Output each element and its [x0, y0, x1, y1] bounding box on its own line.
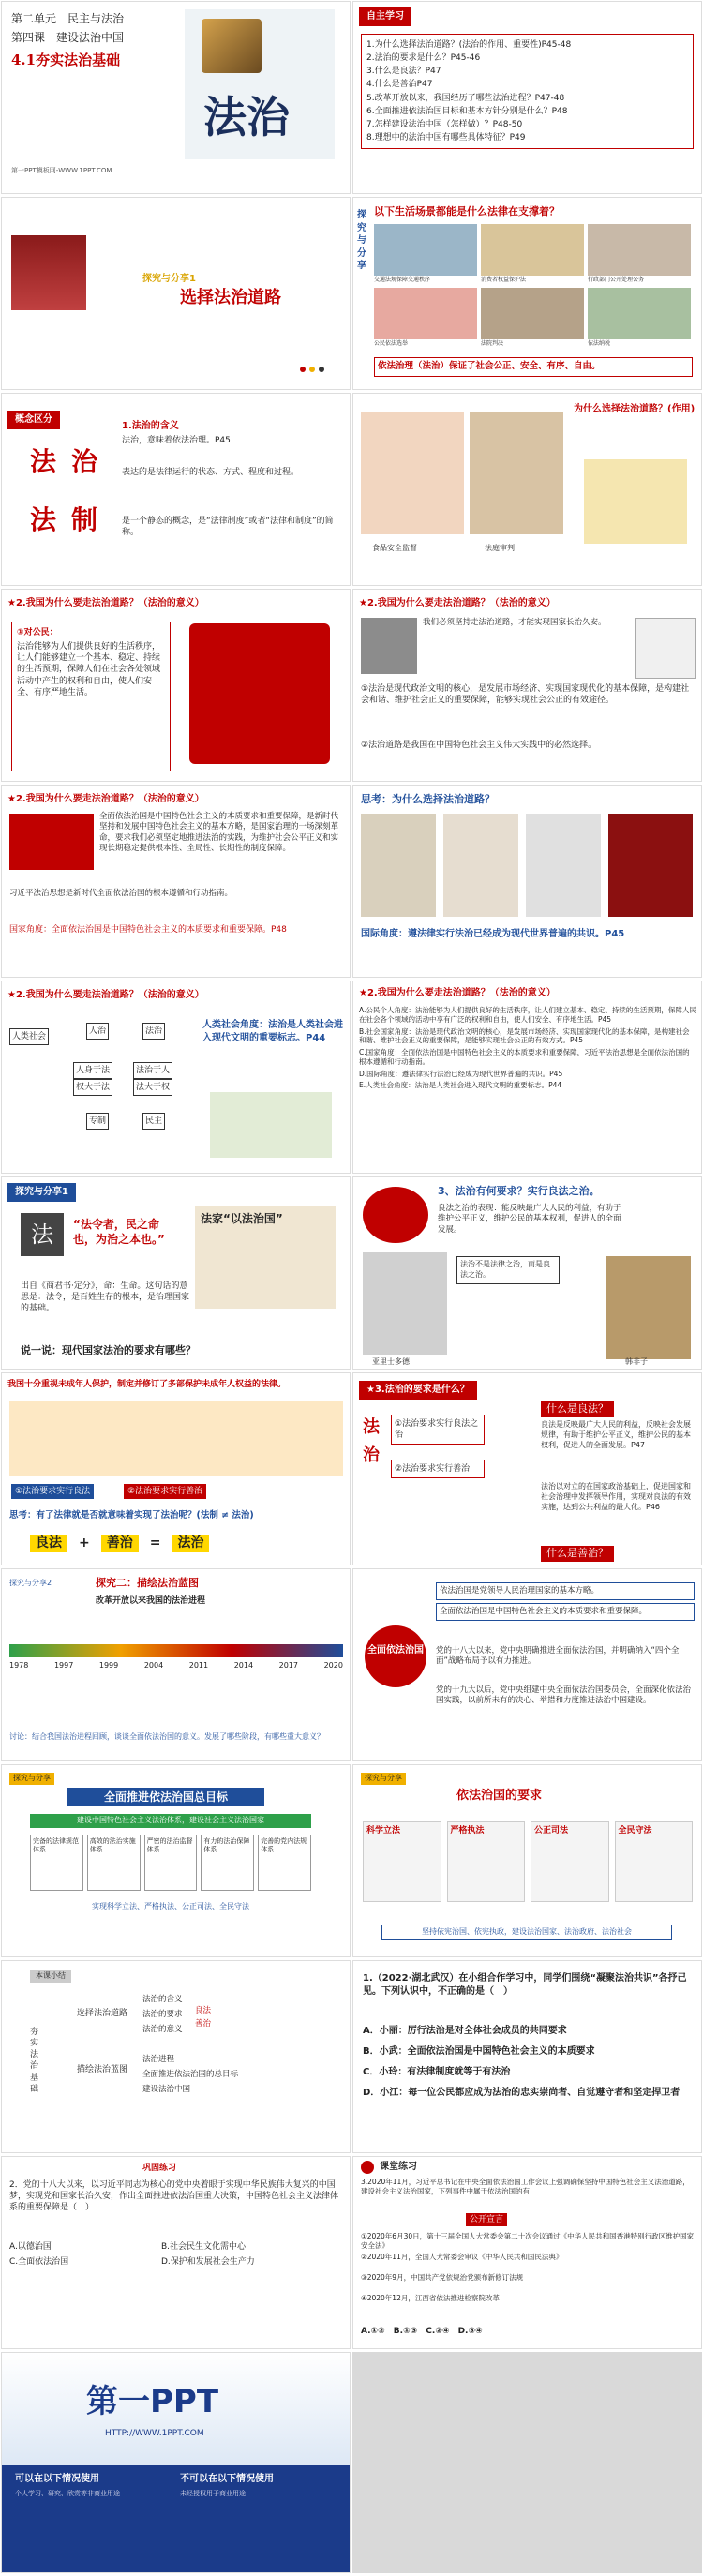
self-study-header: 自主学习: [359, 7, 411, 26]
goal-col: 高效的法治实施体系: [87, 1835, 141, 1891]
diagram-node: 法治: [142, 1023, 165, 1040]
society-note: 人类社会角度：法治是人类社会进入现代文明的重要标志。P44: [202, 1020, 343, 1043]
book-title: 法家“以法治国”: [201, 1212, 283, 1225]
quiz-option[interactable]: B.社会民生文化需中心: [161, 2242, 247, 2252]
scene-photo: [481, 288, 584, 339]
equation-term: 法治: [172, 1535, 209, 1552]
scene-caption: 公民依法选举: [374, 340, 409, 347]
dot-icon: [319, 367, 324, 372]
slide-20-demands[interactable]: [352, 1764, 702, 1957]
demands-row: [363, 1821, 693, 1902]
summary-leaf: 法治的意义: [142, 2025, 183, 2034]
party-emblem-icon: [361, 2161, 374, 2174]
timeline-year: 1999: [98, 1661, 119, 1670]
quiz-option[interactable]: C．小玲：有法律制度就等于有法治: [363, 2067, 511, 2077]
study-item: 2.法治的要求是什么？P45-46: [366, 53, 481, 64]
slide-16-requirements[interactable]: [352, 1372, 702, 1565]
scene-conclusion: 依法治理（法治）保证了社会公正、安全、有序、自由。: [374, 357, 693, 377]
study-item: 3.什么是良法？P47: [366, 67, 441, 77]
slide-17-blueprint[interactable]: [1, 1568, 351, 1761]
food-caption: 食品安全监督: [372, 544, 417, 552]
society-body2: ①法治是现代政治文明的核心，是发展市场经济、实现国家现代化的基本保障，是构建社会和谐、维护社会正义的重要保障，能够实现社会公正的有效途径。: [361, 684, 690, 706]
illustration: [210, 1092, 332, 1158]
society-body1: 我们必须坚持走法治道路，才能实现国家长治久安。: [423, 618, 606, 627]
char-zhi2: 制: [71, 504, 98, 535]
scene-caption: 行政部门公开处理公务: [588, 277, 645, 283]
explore-label: 探究与分享1: [142, 274, 196, 284]
dot-icon: [300, 367, 306, 372]
slide-18-comprehensive[interactable]: [352, 1568, 702, 1761]
timeline-year: 1978: [9, 1661, 29, 1670]
summary-root: 夯实法治基础: [30, 2028, 39, 2094]
summary-leaf: 法治的含义: [142, 1995, 183, 2004]
summary-branch: 描绘法治蓝图: [77, 2065, 128, 2074]
goal-foot: 实现科学立法、严格执法、公正司法、全民守法: [92, 1902, 249, 1910]
timeline-title: 改革开放以来我国的法治进程: [96, 1596, 206, 1606]
zhi-char: 治: [363, 1445, 380, 1465]
diagram-node: 法治于人: [133, 1062, 172, 1079]
portrait-caption: 韩非子: [625, 1357, 648, 1366]
scene-photo: [481, 224, 584, 276]
slide-4-life-scenes[interactable]: [352, 197, 702, 390]
logo-text: 第一PPT: [86, 2383, 219, 2420]
license-denied-text: 未经授权用于商业用途: [180, 2490, 246, 2497]
equation-term: 善治: [101, 1535, 139, 1552]
summary-leaf: 法治的要求: [142, 2010, 183, 2019]
scene-caption: 消费者权益保护法: [481, 277, 527, 283]
demand-card: 全民守法: [615, 1821, 694, 1902]
cartoon-image: [584, 459, 687, 544]
diagram-node: 专制: [86, 1113, 109, 1130]
study-item: 4.什么是善治P47: [366, 80, 433, 90]
diagram-node: 人类社会: [9, 1028, 49, 1045]
lesson-title: 4.1夯实法治基础: [11, 52, 121, 68]
timeline-year: 1997: [53, 1661, 74, 1670]
timeline-year: 2011: [188, 1661, 209, 1670]
gavel-icon: [202, 19, 262, 73]
summary-leaf: 法治进程: [142, 2055, 175, 2064]
book-cover: [195, 1206, 336, 1309]
book-image: [608, 814, 693, 917]
equation-row: [30, 1535, 209, 1552]
question-bar: ★2.我国为什么要走法治道路？（法治的意义）: [7, 794, 204, 804]
timeline-year: 2004: [143, 1661, 164, 1670]
req-good-law: ①法治要求实行良法之治: [391, 1415, 485, 1445]
slide-25-footer[interactable]: [1, 2352, 351, 2573]
comp-bullet: 党的十九大以后，党中央组建中央全面依法治国委员会，全面深化依法治国实践，以前所未有的决心、举措和力度推进法治中国建设。: [436, 1685, 692, 1706]
quote-task: 说一说：现代国家法治的要求有哪些？: [21, 1344, 196, 1356]
slide-5-concepts[interactable]: [1, 393, 351, 586]
dot-icon: [309, 367, 315, 372]
scene-photo: [374, 288, 477, 339]
study-item: 6.全面推进依法治国目标和基本方针分别是什么？P48: [366, 106, 568, 116]
goal-columns: [30, 1835, 311, 1891]
goal-col: 严密的法治监督体系: [144, 1835, 198, 1891]
diagram-node: 民主: [142, 1113, 165, 1130]
question-bar: ★2.我国为什么要走法治道路？（法治的意义）: [7, 598, 204, 608]
book-image: [443, 814, 518, 917]
requirement-good-gov: ②法治要求实行善治: [124, 1484, 206, 1499]
timeline-question: 讨论：结合我国法治进程回顾，谈谈全面依法治国的意义。发展了哪些阶段，有哪些重大意义？: [9, 1732, 324, 1741]
question-bar: ★2.我国为什么要走法治道路？（法治的意义）: [359, 988, 556, 998]
study-item: 1.为什么选择法治道路？(法治的作用、重要性)P45-48: [366, 40, 572, 50]
quote-source: 出自《商君书·定分》，命：生命。这句话的意思是：法令，是百姓生存的根本，是治理国家的基础。: [21, 1281, 190, 1314]
requirement-good-law: ①法治要求实行良法: [11, 1484, 94, 1499]
law-book-image: [189, 623, 330, 764]
summary-tag-good: 良法: [195, 2006, 212, 2015]
equation-op: +: [79, 1535, 90, 1550]
slide-19-goal[interactable]: [1, 1764, 351, 1957]
center-badge: 全面依法治国: [365, 1625, 426, 1687]
slide-22-quiz1[interactable]: [352, 1960, 702, 2153]
quiz-option[interactable]: A．小丽：厉行法治是对全体社会成员的共同要求: [363, 2026, 567, 2036]
side-label: 探究与分享: [357, 210, 366, 271]
meaning-item: C.国家角度：全面依法治国是中国特色社会主义的本质要求和重要保障，习近平法治思想是全面依法治国的根本遵循和行动指南。: [359, 1048, 690, 1066]
slide-1-cover[interactable]: [1, 1, 351, 194]
scene-caption: 法院判决: [481, 340, 504, 347]
slide-15-minors[interactable]: [1, 1372, 351, 1565]
demand-card: 科学立法: [363, 1821, 441, 1902]
scene-photo: [374, 224, 477, 276]
self-study-list: [361, 34, 694, 149]
study-item: 7.怎样建设法治中国（怎样做）？P48-50: [366, 119, 523, 129]
timeline-years: [9, 1661, 343, 1671]
empty-cell: [352, 2352, 702, 2573]
portrait-hanfei: [606, 1256, 691, 1359]
quiz-question: 3.2020年11月，习近平总书记在中央全面依法治国工作会议上强调确保坚持中国特色社会主义法治道路，建设社会主义法治国家，下列事件中属于依法治国的有: [361, 2178, 690, 2196]
slide-7-citizen[interactable]: [1, 589, 351, 782]
scene-caption: 交通法规保障交通秩序: [374, 277, 431, 283]
section-title: 选择法治道路: [180, 288, 281, 307]
summary-tag-good: 善治: [195, 2019, 212, 2029]
license-allowed-text: 个人学习、研究、欣赏等非商业用途: [15, 2490, 120, 2497]
national-note: 国家角度：全面依法治国是中国特色社会主义的本质要求和重要保障。P48: [9, 925, 287, 935]
diagram-node: 权大于法: [73, 1079, 112, 1096]
meaning-item: E.人类社会角度：法治是人类社会进入现代文明的重要标志。P44: [359, 1081, 562, 1090]
license-denied: 不可以在以下情况使用: [180, 2474, 274, 2484]
license-allowed: 可以在以下情况使用: [15, 2474, 99, 2484]
goal-row: 建设中国特色社会主义法治体系，建设社会主义法治国家: [30, 1814, 311, 1828]
quiz-tag: 巩固练习: [142, 2164, 177, 2173]
timeline-year: 2020: [323, 1661, 343, 1670]
demand-card: 公正司法: [531, 1821, 609, 1902]
meaning-item: A.公民个人角度：法治能够为人们提供良好的生活秩序，让人们建立基本、稳定、持续的生活预期，保障人民在社会各个领域的活动中享有广泛的权利和自由，使人们安全、有序地生活。P45: [359, 1006, 696, 1024]
slide-23-quiz2[interactable]: [1, 2156, 351, 2349]
minors-banner: 我国十分重视未成年人保护，制定并修订了多部保护未成年人权益的法律。: [7, 1380, 287, 1389]
seal-icon: 法: [21, 1213, 64, 1256]
slide-9-national[interactable]: [1, 785, 351, 978]
timeline-year: 2014: [233, 1661, 254, 1670]
char-zhi: 治: [71, 446, 98, 477]
goal-title: 全面推进依法治国总目标: [67, 1788, 264, 1806]
quote-card: [635, 618, 696, 679]
concept-header: 概念区分: [7, 411, 60, 429]
national-body-b: 习近平法治思想是新时代全面依法治国的根本遵循和行动指南。: [9, 889, 233, 898]
question-bar: ★2.我国为什么要走法治道路？（法治的意义）: [7, 990, 204, 1000]
speaker-photo: [361, 618, 417, 674]
society-body3: ②法治道路是我国在中国特色社会主义伟大实践中的必然选择。: [361, 741, 597, 750]
slide-8-society[interactable]: [352, 589, 702, 782]
good-gov-def: 法治以对立的在国家政治基础上，促进国家和社会治理中发挥领导作用，实现对良法的有效实施，达到公共利益的最大化。P46: [541, 1482, 691, 1511]
demands-title: 依法治国的要求: [456, 1789, 543, 1803]
question-bar: ★3.法治的要求是什么？: [359, 1381, 477, 1400]
national-body: 全面依法治国是中国特色社会主义的本质要求和重要保障，是新时代坚持和发展中国特色社会主义的基本方略，是国家治理的一场深刻革命，要求我们必须坚定地推进法治的实践，为维护社会公平正义和实现长期稳定提供根本性、全局性、长期性的制度保障。: [99, 812, 339, 854]
scene-photo: [588, 224, 691, 276]
slide-3-choose-road[interactable]: [1, 197, 351, 390]
summary-branch: 选择法治道路: [77, 2009, 128, 2018]
quiz-option[interactable]: D．小江：每一位公民都应成为法治的忠实崇尚者、自觉遵守者和坚定捍卫者: [363, 2088, 681, 2098]
requirement-title: 3、法治有何要求？实行良法之治。: [438, 1185, 600, 1197]
minors-illustration: [9, 1401, 343, 1476]
comp-bullet: 依法治国是党领导人民治理国家的基本方略。: [436, 1582, 695, 1600]
slide-24-quiz3[interactable]: [352, 2156, 702, 2349]
why-question: 为什么选择法治道路？(作用): [574, 404, 696, 414]
quiz-item: ③2020年9月，中国共产党依规治党颁布新修订法规: [361, 2273, 524, 2282]
quote-text: “法令者，民之命也，为治之本也。”: [73, 1218, 165, 1247]
timeline-bar: [9, 1644, 343, 1657]
court-image: [470, 412, 563, 534]
portrait-caption: 亚里士多德: [372, 1357, 410, 1366]
def-title: 1.法治的含义: [122, 421, 179, 431]
requirement-note: 法治不是法律之治，而是良法之治。: [456, 1256, 560, 1284]
scene-caption: 依法纳税: [588, 340, 611, 347]
slide-2-self-study[interactable]: [352, 1, 702, 194]
portrait-aristotle: [363, 1252, 447, 1355]
quiz-item: ②2020年11月，全国人大常委会审议《中华人民共和国民法典》: [361, 2253, 563, 2261]
question-bar: ★2.我国为什么要走法治道路？（法治的意义）: [359, 598, 556, 608]
section-label: 探究二：描绘法治蓝图: [96, 1577, 199, 1589]
summary-tag: 本课小结: [30, 1970, 71, 1983]
book-cover: [185, 9, 335, 159]
goal-col: 有力的法治保障体系: [201, 1835, 254, 1891]
slide-6-why-law[interactable]: [352, 393, 702, 586]
comp-bullet: 党的十八大以来，党中央明确推进全面依法治国，并明确纳入“四个全面”战略布局予以有力推进。: [436, 1646, 680, 1667]
think-question: 思考：为什么选择法治道路？: [361, 793, 495, 805]
zhi-char: 法: [363, 1417, 380, 1437]
good-law-def: 良法是反映最广大人民的利益，反映社会发展规律，有助于维护公平正义，维护公民的基本权利，促进人的全面发展。P47: [541, 1420, 691, 1449]
site-footer: 第一PPT模板网-WWW.1PPT.COM: [11, 167, 112, 174]
quiz-question: 1.（2022·湖北武汉）在小组合作学习中，同学们围绕“凝聚法治共识”各抒己见。下列认识中，不正确的是（ ）: [363, 1973, 687, 1997]
court-caption: 法庭审判: [485, 544, 515, 552]
demands-foot: 坚持依宪治国、依宪执政，建设法治国家、法治政府、法治社会: [381, 1925, 672, 1940]
meaning-list: [359, 1006, 696, 1090]
explore-sub: 探究与分享2: [9, 1579, 52, 1587]
slide-14-good-law[interactable]: [352, 1176, 702, 1370]
good-law-question: 什么是良法？: [541, 1401, 614, 1417]
meaning-item: D.国际角度：遵法律实行法治已经成为现代世界普遍的共识。P45: [359, 1069, 563, 1078]
goal-col: 完备的法律规范体系: [30, 1835, 83, 1891]
book-image: [526, 814, 601, 917]
goal-col: 完善的党内法规体系: [258, 1835, 311, 1891]
quiz-tag: 课堂练习: [380, 2162, 417, 2172]
food-safety-image: [361, 412, 464, 534]
equation-term: 良法: [30, 1535, 67, 1552]
comp-bullet: 全面依法治国是中国特色社会主义的本质要求和重要保障。: [436, 1603, 695, 1621]
banner-image: [9, 814, 94, 870]
quiz-options[interactable]: A.①② B.①③ C.②④ D.③④: [361, 2327, 483, 2336]
summary-leaf: 建设法治中国: [142, 2085, 191, 2094]
citizen-box: [11, 622, 171, 771]
demand-card: 严格执法: [447, 1821, 526, 1902]
lesson-label: 第四课 建设法治中国: [11, 31, 125, 44]
req-good-gov: ②法治要求实行善治: [391, 1460, 485, 1478]
point-label: ①对公民：: [17, 628, 58, 637]
emblem-image: [363, 1187, 428, 1243]
intl-answer: 国际角度：遵法律实行法治已经成为现代世界普遍的共识。P45: [361, 929, 625, 939]
study-item: 5.改革开放以来，我国经历了哪些法治进程？P47-48: [366, 93, 565, 103]
book-title-char: 法治: [203, 92, 290, 142]
slide-13-quote[interactable]: [1, 1176, 351, 1370]
scene-question: 以下生活场景都能是什么法律在支撑着？: [374, 205, 560, 217]
quiz-option[interactable]: B．小武：全面依法治国是中国特色社会主义的本质要求: [363, 2046, 595, 2057]
timeline-year: 2017: [278, 1661, 298, 1670]
explore-sub: 探究与分享: [361, 1773, 406, 1785]
study-item: 8.理想中的法治中国有哪些具体特征？P49: [366, 132, 526, 142]
scene-photo: [588, 288, 691, 339]
requirement-body: 良法之治的表现：能反映最广大人民的利益，有助于维护公平正义，维护公民的基本权利，促进人的全面发展。: [438, 1204, 621, 1235]
meaning-item: B.社会国家角度：法治是现代政治文明的核心，是发展市场经济、实现国家现代化的基本保障，是构建社会和谐、维护社会正义的重要保障，是能够实现社会公正的有效方式。P45: [359, 1026, 690, 1045]
point-body: 法治能够为人们提供良好的生活秩序，让人们能够建立一个基本、稳定、持续的生活预期，保障人们在社会各处领域活动中产生的权利和自由，使人们安全、有序严地生活。: [17, 642, 161, 697]
quiz-option[interactable]: A.以德治国: [9, 2242, 52, 2252]
slide-12-summary-meaning[interactable]: [352, 981, 702, 1174]
law-rule-text: 表达的是法律运行的状态、方式、程度和过程。: [122, 468, 300, 477]
char-fa: 法: [30, 446, 57, 477]
def-text: 法治，意味着依法治理。P45: [122, 436, 231, 445]
quiz-item: ④2020年12月，江西省依法推进检察院改革: [361, 2294, 500, 2302]
char-fa2: 法: [30, 504, 57, 535]
logo-url[interactable]: HTTP://WWW.1PPT.COM: [105, 2429, 204, 2438]
equation-op: =: [149, 1535, 161, 1550]
diagram-node: 人身于法: [73, 1062, 112, 1079]
minors-think: 思考：有了法律就是否就意味着实现了法治呢？(法制 ≠ 法治): [9, 1510, 254, 1520]
quiz-option[interactable]: D.保护和发展社会生产力: [161, 2257, 255, 2267]
slide-21-summary[interactable]: [1, 1960, 351, 2153]
quiz-stamp: 公开宣言: [466, 2213, 507, 2226]
diagram-node: 人治: [86, 1023, 109, 1040]
summary-leaf: 全面推进依法治国的总目标: [142, 2070, 239, 2079]
quiz-option[interactable]: C.全面依法治国: [9, 2257, 69, 2267]
good-gov-question: 什么是善治？: [541, 1546, 614, 1562]
unit-label: 第二单元 民主与法治: [11, 12, 125, 25]
explore-label: 探究与分享1: [7, 1183, 76, 1202]
quiz-question: 2．党的十八大以来，以习近平同志为核心的党中央着眼于实现中华民族伟大复兴的中国梦，实现党和国家长治久安，作出全面推进依法治国重大决策，中国特色社会主义法律体系的重要保障是（ ）: [9, 2180, 339, 2213]
slide-11-human-society[interactable]: [1, 981, 351, 1174]
diagram-node: 法大于权: [133, 1079, 172, 1096]
book-image: [361, 814, 436, 917]
quiz-item: ①2020年6月30日，第十三届全国人大常委会第二十次会议通过《中华人民共和国香港特别行政区维护国家安全法》: [361, 2232, 695, 2251]
explore-sub: 探究与分享: [9, 1773, 54, 1785]
law-system-text: 是一个静态的概念，是“法律制度”或者“法律和制度”的简称。: [122, 517, 334, 538]
speaker-photo: [11, 235, 86, 310]
slide-10-international[interactable]: [352, 785, 702, 978]
